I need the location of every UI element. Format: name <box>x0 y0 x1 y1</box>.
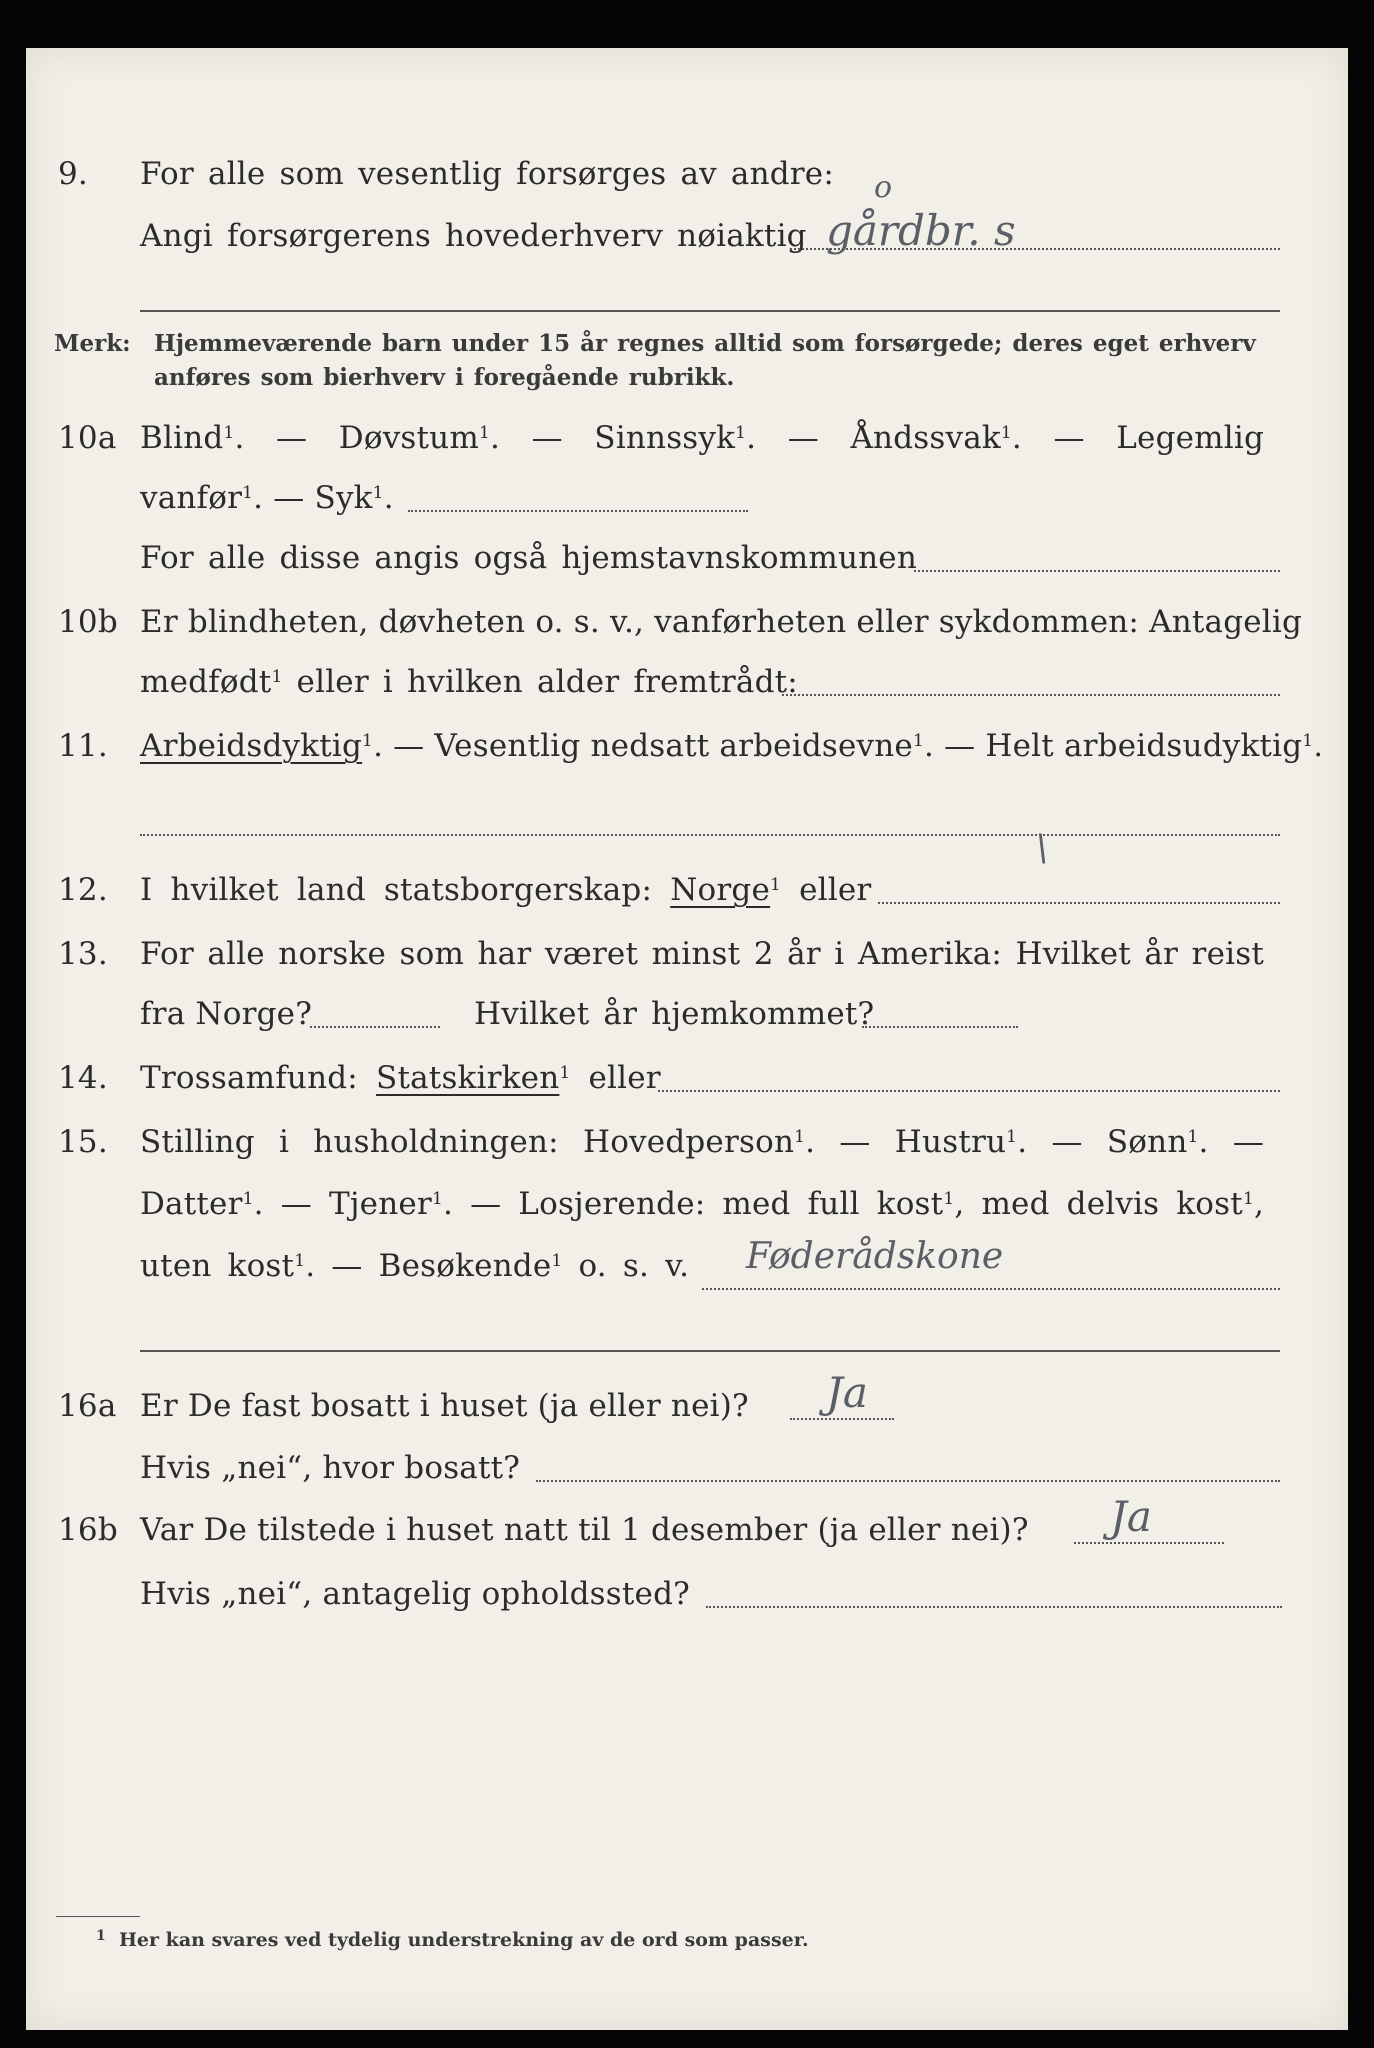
q10a-text3: For alle disse angis også hjemstavnskommunen <box>140 540 917 576</box>
q11-mark: \ <box>1036 828 1049 869</box>
q9-text1: For alle som vesentlig forsørges av andre: <box>140 156 834 192</box>
q9-blank-line <box>140 310 1280 312</box>
q11-blank-line <box>140 834 1280 836</box>
q10a-text1: Blind$^1$. — Døvstum$^1$. — Sinnssyk$^1$. — Åndssvak$^1$. — Legemlig <box>140 420 1265 456</box>
q16a-answer: Ja <box>826 1368 868 1417</box>
opt-sinnssyk: — Sinnssyk <box>531 420 736 456</box>
q16b-opphold-line <box>706 1606 1282 1608</box>
q10b-number: 10b <box>58 604 118 640</box>
opt-andssvak: — Åndssvak <box>787 420 1001 456</box>
footnote: $^1$ Her kan svares ved tydelig understrekning av de ord som passer. <box>96 1928 809 1951</box>
opt-norge: Norge <box>670 872 770 908</box>
merk-line1: Hjemmeværende barn under 15 år regnes alltid som forsørgede; deres eget erhverv <box>154 330 1256 357</box>
q14-number: 14. <box>58 1060 108 1096</box>
q10b-answer-line <box>782 694 1280 696</box>
q9-text2: Angi forsørgerens hovederhverv nøiaktig <box>140 218 807 254</box>
merk-line2: anføres som bierhverv i foregående rubrikk. <box>154 364 735 391</box>
q16b-number: 16b <box>58 1512 118 1548</box>
q11-number: 11. <box>58 728 108 764</box>
q10a-number: 10a <box>58 420 117 456</box>
q16a-bosatt-line <box>536 1480 1280 1482</box>
q16a-answer-line <box>790 1418 894 1420</box>
q13-number: 13. <box>58 936 108 972</box>
opt-dovstum: — Døvstum <box>276 420 479 456</box>
merk-label: Merk: <box>54 330 131 357</box>
q10a-kommune-line <box>914 570 1280 572</box>
q16a-number: 16a <box>58 1388 117 1424</box>
opt-arbeidsdyktig: Arbeidsdyktig <box>140 728 363 764</box>
opt-legemlig: — Legemlig <box>1053 420 1265 456</box>
opt-statskirken: Statskirken <box>376 1060 560 1096</box>
q12-answer-line <box>878 902 1280 904</box>
q12-number: 12. <box>58 872 108 908</box>
q16b-answer-line <box>1074 1542 1224 1544</box>
opt-blind: Blind <box>140 420 224 456</box>
q10a-syk-line <box>408 510 748 512</box>
q15-blank-line <box>140 1350 1280 1352</box>
q9-number: 9. <box>58 156 88 192</box>
q13-reist-line <box>310 1026 440 1028</box>
q13-hjem-line <box>862 1026 1018 1028</box>
footnote-rule <box>56 1916 140 1917</box>
q13-line2b: Hvilket år hjemkommet? <box>474 996 875 1032</box>
q15-answer-line <box>702 1288 1280 1290</box>
census-form-page: 9. For alle som vesentlig forsørges av andre: o Angi forsørgerens hovederhverv nøiaktig gårdbr. s Merk: Hjemmeværende barn under 15 år regnes alltid som forsørgede; deres eget erhverv anføres som bierhverv i foregående rubrikk. 10a Blind$^1$. — Døvstum$^1$. — Sinnssyk$^1$. — Åndssvak$^1$. — Legemlig vanfør$^1$. — Syk$^1$. For alle disse angis også hjemstavnskommunen 10b Er blindheten, døvheten o. s. v., vanførheten eller sykdommen: Antagelig medfødt$^1$ eller i hvilken alder fremtrådt: 11. Arbeidsdyktig$^1$. — Vesentlig nedsatt arbeidsevne$^1$. — Helt arbeidsudyktig$^1$. \ 12. I hvilket land statsborgerskap: Norge$^1$ eller 13. For alle norske som har været minst 2 år i Amerika: Hvilket år reist fra Norge? Hvilket år hjemkommet? 14. Trossamfund: Statskirken$^1$ eller 15. Stilling i husholdningen: Hovedperson$^1$. — Hustru$^1$. — Sønn$^1$. — Datter$^1$. — Tjener$^1$. — Losjerende: med full kost$^1$, med delvis kost$^1$, uten kost$^1$. — Besøkende$^1$ o. s. v. Føderådskone 16a Er De fast bosatt i huset (ja eller nei)? Ja Hvis „nei“, hvor bosatt? 16b Var De tilstede i huset natt til 1 desember (ja eller nei)? Ja Hvis „nei“, antagelig opholdssted? $^1$ Her kan svares ved tydelig understrekning av de ord som passer. <box>26 48 1348 2030</box>
q15-number: 15. <box>58 1124 108 1160</box>
q16b-answer: Ja <box>1110 1492 1152 1541</box>
q14-answer-line <box>658 1090 1280 1092</box>
q9-answer: gårdbr. s <box>826 206 1016 255</box>
q10a-text2: vanfør$^1$. — Syk$^1$. <box>140 480 394 516</box>
q15-answer: Føderådskone <box>746 1236 1004 1277</box>
q9-mark: o <box>874 170 893 205</box>
q10b-text1: Er blindheten, døvheten o. s. v., vanførheten eller sykdommen: Antagelig <box>140 604 1303 640</box>
